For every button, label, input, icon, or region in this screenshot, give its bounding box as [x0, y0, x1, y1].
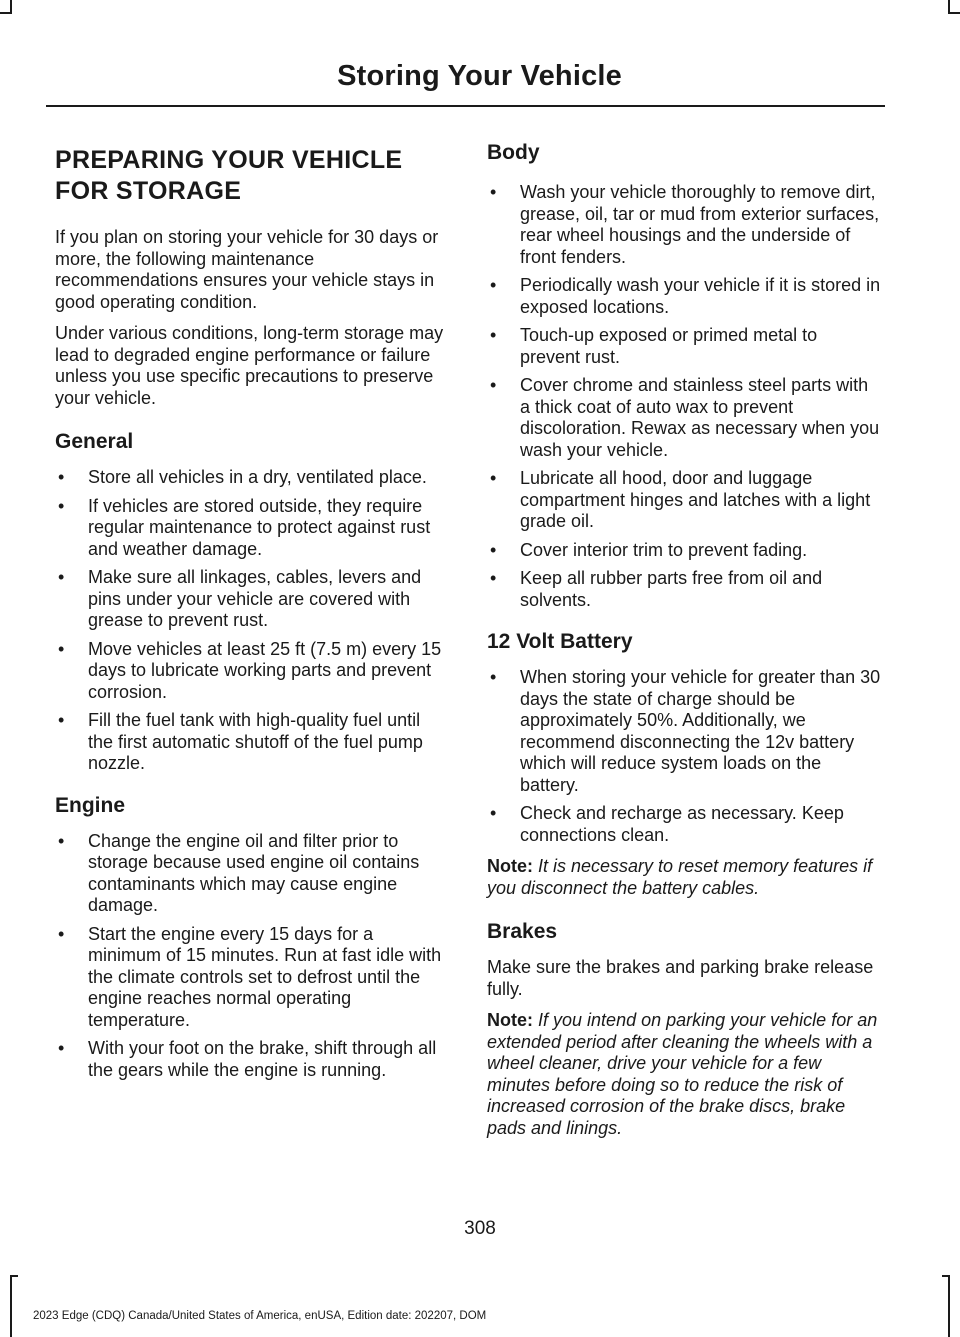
list-item: • Wash your vehicle thoroughly to remove dirt, grease, oil, tar or mud from exterior surfaces, rear wheel housings and the underside of front fenders. — [490, 182, 880, 267]
page-number: 308 — [464, 1218, 496, 1239]
page-header-title: Storing Your Vehicle — [337, 60, 622, 92]
bullet: • — [490, 325, 497, 345]
general-list — [55, 467, 450, 775]
note-label: Note: — [487, 856, 533, 876]
crop-mark — [948, 1277, 950, 1337]
intro-paragraph: If you plan on storing your vehicle for 30 days or more, the following maintenance recommendations ensures your vehicle stays in good operating condition. — [55, 227, 439, 312]
list-item: • Cover interior trim to prevent fading. — [490, 539, 808, 560]
note-text: If you intend on parking your vehicle for an extended period after cleaning the wheels with a wheel cleaner, drive your vehicle for a few minutes before doing so to reduce the risk of increased corrosion of the brake discs, brake pads and linings. — [487, 1010, 878, 1138]
bullet: • — [58, 830, 65, 851]
bullet: • — [490, 468, 497, 488]
bullet: • — [490, 667, 497, 687]
bullet: • — [490, 539, 497, 560]
list-item: • Start the engine every 15 days for a minimum of 15 minutes. Run at fast idle with the climate controls set to defrost until the engine reaches normal operating temperature. — [58, 923, 442, 1030]
note-label: Note: — [487, 1010, 533, 1030]
bullet: • — [490, 275, 497, 295]
list-item: • Touch-up exposed or primed metal to prevent rust. — [490, 325, 818, 367]
subheading-general: General — [55, 430, 134, 453]
list-item: • When storing your vehicle for greater than 30 days the state of charge should be approximately 50%. Additionally, we recommend disconnecting the 12v battery which will reduce system loads on the battery. — [490, 667, 881, 795]
body-list — [487, 182, 882, 611]
section-heading: PREPARING YOUR VEHICLE FOR STORAGE — [55, 146, 403, 205]
list-item: • Fill the fuel tank with high-quality fuel until the first automatic shutoff of the fuel pump nozzle. — [58, 710, 423, 773]
footer-edition-info: 2023 Edge (CDQ) Canada/United States of America, enUSA, Edition date: 202207, DOM — [33, 1310, 487, 1322]
subheading-brakes: Brakes — [487, 920, 558, 943]
bullet: • — [58, 710, 65, 730]
subheading-battery: 12 Volt Battery — [487, 630, 633, 653]
crop-mark — [10, 1277, 12, 1337]
list-item: • Periodically wash your vehicle if it is stored in exposed locations. — [490, 275, 881, 317]
intro-paragraph: Under various conditions, long-term storage may lead to degraded engine performance or failure unless you use specific precautions to preserve your vehicle. — [55, 323, 444, 408]
bullet: • — [490, 182, 497, 202]
note-text: It is necessary to reset memory features if you disconnect the battery cables. — [487, 856, 873, 898]
list-item: • With your foot on the brake, shift through all the gears while the engine is running. — [58, 1038, 437, 1080]
battery-note — [487, 856, 882, 899]
left-column — [55, 145, 450, 1091]
subheading-body: Body — [487, 141, 540, 164]
brakes-note — [487, 1010, 882, 1139]
list-item: • Keep all rubber parts free from oil and solvents. — [490, 568, 823, 610]
bullet: • — [58, 1038, 65, 1058]
list-item: • Store all vehicles in a dry, ventilated place. — [58, 467, 427, 487]
battery-list — [487, 667, 882, 846]
crop-mark — [948, 12, 960, 14]
bullet: • — [490, 568, 497, 588]
subheading-engine: Engine — [55, 793, 126, 817]
crop-mark — [10, 1275, 18, 1277]
header-divider — [46, 105, 885, 107]
bullet: • — [58, 638, 65, 659]
list-item: • Check and recharge as necessary. Keep connections clean. — [490, 803, 844, 845]
list-item: • If vehicles are stored outside, they require regular maintenance to protect against rust and weather damage. — [58, 495, 431, 559]
bullet: • — [58, 495, 65, 516]
crop-mark — [0, 12, 12, 14]
list-item: • Make sure all linkages, cables, levers and pins under your vehicle are covered with grease to prevent rust. — [58, 567, 422, 630]
bullet: • — [58, 923, 65, 944]
bullet: • — [490, 375, 497, 395]
list-item: • Lubricate all hood, door and luggage compartment hinges and latches with a light grade oil. — [490, 468, 871, 531]
bullet: • — [58, 467, 65, 487]
list-item: • Cover chrome and stainless steel parts with a thick coat of auto wax to prevent discoloration. Rewax as necessary when you wash your vehicle. — [490, 375, 880, 460]
engine-list — [55, 831, 450, 1082]
bullet: • — [490, 803, 497, 823]
list-item: • Change the engine oil and filter prior to storage because used engine oil contains contaminants which may cause engine damage. — [58, 830, 420, 915]
list-item: • Move vehicles at least 25 ft (7.5 m) every 15 days to lubricate working parts and prevent corrosion. — [58, 638, 442, 702]
bullet: • — [58, 567, 65, 587]
right-column — [487, 140, 882, 1149]
crop-mark — [942, 1275, 950, 1277]
brakes-paragraph: Make sure the brakes and parking brake release fully. — [487, 957, 874, 999]
